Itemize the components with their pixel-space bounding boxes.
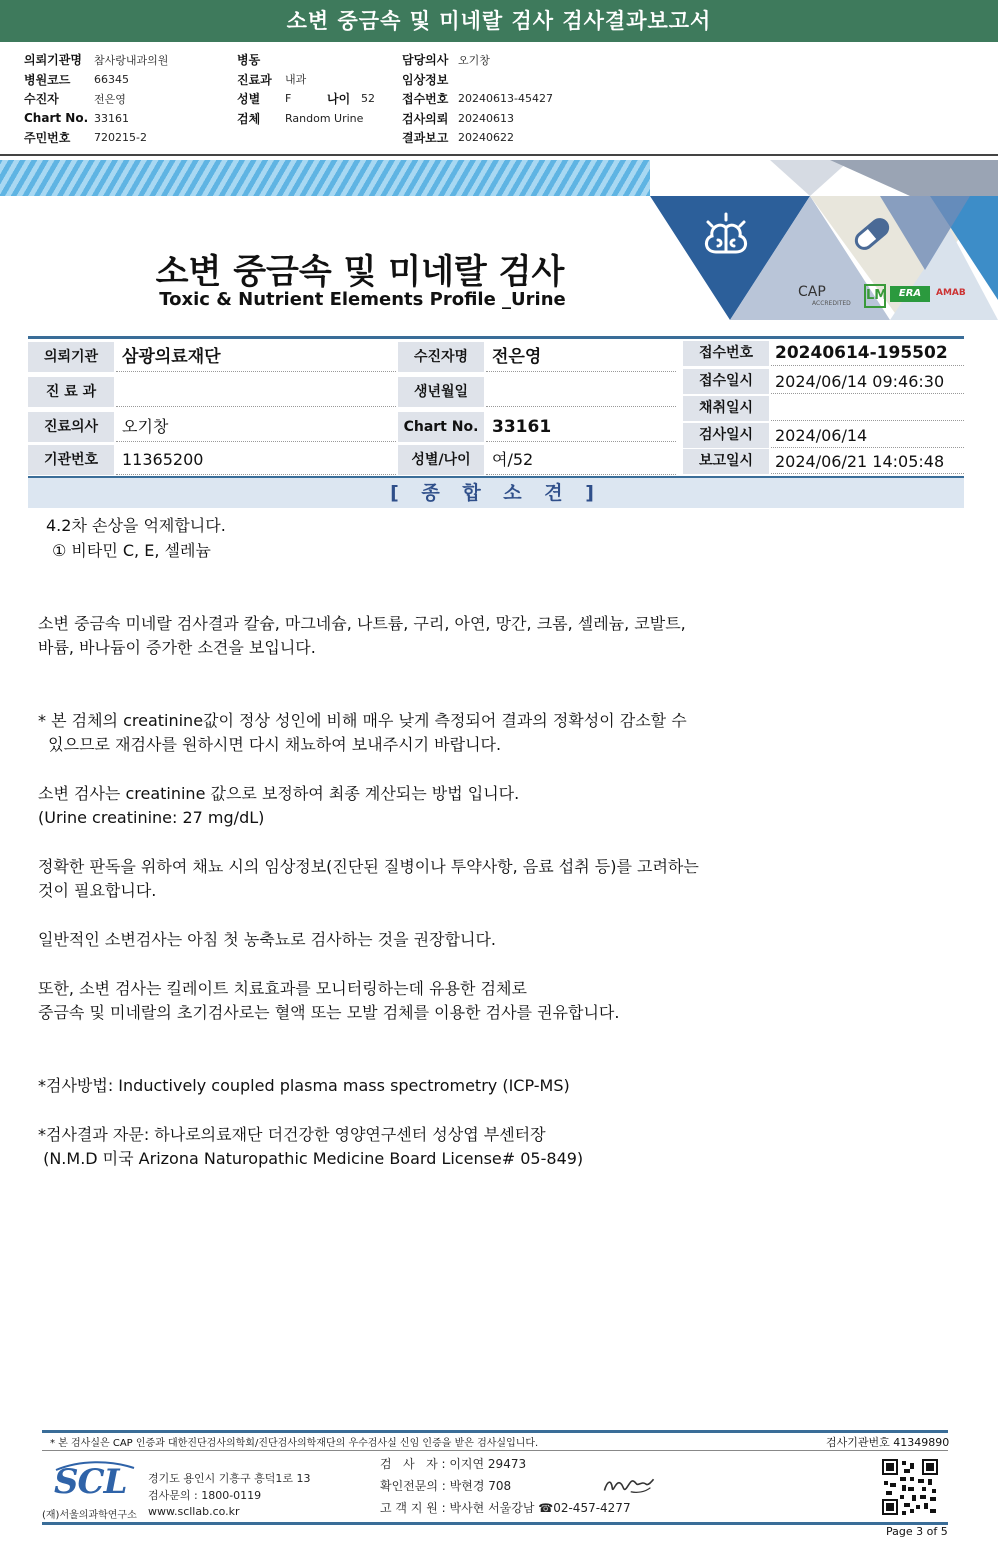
- value-attending-doctor: 오기창: [458, 53, 490, 67]
- label-chart-number: Chart No.: [398, 412, 484, 442]
- value-patient: 전은영: [94, 92, 126, 106]
- footer-separator: [42, 1450, 948, 1451]
- footer-top-rule: [42, 1430, 948, 1433]
- label-patient-name: 수진자명: [398, 342, 484, 372]
- label-department: 진료과: [237, 72, 272, 87]
- value-patient-name: 전은영: [486, 342, 676, 372]
- value-dept: [116, 377, 396, 407]
- label-patient: 수진자: [24, 92, 59, 107]
- summary-para1-line1: 소변 중금속 미네랄 검사결과 칼슘, 마그네슘, 나트륨, 구리, 아연, 망간, 크롬, 셀레늄, 코발트,: [38, 614, 686, 633]
- label-ward: 병동: [237, 53, 261, 68]
- label-age: 나이: [327, 92, 351, 107]
- summary-consultant-line2: (N.M.D 미국 Arizona Naturopathic Medicine Board License# 05-849): [38, 1149, 584, 1168]
- value-hospital-code: 66345: [94, 72, 129, 86]
- summary-para5: 일반적인 소변검사는 아침 첫 농축뇨로 검사하는 것을 권장합니다.: [38, 930, 497, 949]
- label-hospital-code: 병원코드: [24, 72, 71, 87]
- summary-para1-line2: 바륨, 바나듐이 증가한 소견을 보입니다.: [38, 638, 316, 657]
- summary-para2-line2: 있으므로 재검사를 원하시면 다시 채뇨하여 보내주시기 바랍니다.: [38, 735, 502, 754]
- footer-phone: 검사문의 : 1800-0119: [148, 1489, 262, 1502]
- label-specimen: 검체: [237, 111, 261, 126]
- label-birthdate: 생년월일: [398, 377, 484, 407]
- label-received-at: 접수일시: [683, 369, 769, 394]
- value-specimen: Random Urine: [285, 111, 364, 125]
- patient-info-col3: [402, 50, 553, 148]
- value-collected-at: [771, 396, 964, 421]
- scl-org-name: (재)서울의과학연구소: [42, 1510, 137, 1521]
- value-birthdate: [486, 377, 676, 407]
- cap-accredited-text: ACCREDITED: [812, 300, 851, 307]
- value-sex: F: [285, 92, 292, 106]
- label-collected-at: 채취일시: [683, 396, 769, 421]
- test-info-table: [28, 336, 964, 471]
- certification-logos: [798, 282, 973, 312]
- scl-logo-swoosh: [50, 1458, 140, 1506]
- value-institution-no: 11365200: [116, 445, 396, 475]
- summary-para4-line1: 정확한 판독을 위하여 채뇨 시의 임상정보(진단된 질병이나 투약사항, 음료 섭취 등)를 고려하는: [38, 857, 699, 876]
- report-banner-title: 소변 중금속 및 미네랄 검사 검사결과보고서: [0, 0, 998, 42]
- label-clinical-info: 임상정보: [402, 72, 449, 87]
- value-receipt-no: 20240613-45427: [458, 92, 553, 106]
- patient-info-col1: [24, 50, 168, 148]
- footer-address: 경기도 용인시 기흥구 흥덕1로 13: [148, 1472, 311, 1485]
- label-resident-no: 주민번호: [24, 131, 71, 146]
- label-reported-at: 보고일시: [683, 449, 769, 474]
- footer-agency-number: 검사기관번호 41349890: [826, 1436, 950, 1449]
- value-department: 내과: [285, 73, 307, 87]
- report-title: 소변 중금속 및 미네랄 검사: [155, 252, 565, 292]
- lm-logo: LM: [864, 284, 886, 308]
- footer-bottom-rule: [42, 1522, 948, 1525]
- value-doctor: 오기창: [116, 412, 396, 442]
- label-sex-age: 성별/나이: [398, 445, 484, 475]
- label-attending-doctor: 담당의사: [402, 53, 449, 68]
- label-referring-clinic: 의뢰기관명: [24, 53, 82, 68]
- label-test-request: 검사의뢰: [402, 111, 449, 126]
- label-chart-no: Chart No.: [24, 111, 89, 126]
- page-number: Page 3 of 5: [886, 1525, 948, 1538]
- footer-confirmer: 확인전문의 : 박현경 708: [380, 1479, 512, 1493]
- value-chart-number: 33161: [486, 412, 676, 442]
- summary-line-1: 4.2차 손상을 억제합니다.: [46, 516, 226, 535]
- summary-para2-line1: * 본 검체의 creatinine값이 정상 성인에 비해 매우 낮게 측정되어 결과의 정확성이 감소할 수: [38, 711, 687, 730]
- summary-para3-line1: 소변 검사는 creatinine 값으로 보정하여 최종 계산되는 방법 입니다.: [38, 784, 520, 803]
- era-logo: ERA: [890, 286, 930, 302]
- signature-mark: [599, 1469, 657, 1501]
- label-receipt-no: 접수번호: [402, 92, 449, 107]
- value-referring-clinic: 참사랑내과의원: [94, 53, 169, 67]
- scl-logo-text: SCL: [54, 1462, 127, 1502]
- scl-logo: [50, 1458, 140, 1506]
- summary-consultant-line1: *검사결과 자문: 하나로의료재단 더건강한 영양연구센터 성상엽 부센터장: [38, 1125, 546, 1144]
- footer-support: 고 객 지 원 : 박사현 서울강남 ☎02-457-4277: [380, 1501, 631, 1515]
- summary-test-method: *검사방법: Inductively coupled plasma mass spectrometry (ICP-MS): [38, 1076, 570, 1095]
- label-institution-no: 기관번호: [28, 445, 114, 475]
- footer-website: www.scllab.co.kr: [148, 1505, 240, 1518]
- patient-info-col2: [237, 50, 375, 128]
- footer-accreditation-note: * 본 검사실은 CAP 인증과 대한진단검사의학회/진단검사의학재단의 우수검사실 신임 인증을 받은 검사실입니다.: [50, 1438, 539, 1449]
- summary-header: [ 종 합 소 견 ]: [28, 476, 964, 508]
- label-institution: 의뢰기관: [28, 342, 114, 372]
- value-result-report: 20240622: [458, 131, 514, 145]
- label-dept: 진 료 과: [28, 377, 114, 407]
- value-tested-at: 2024/06/14: [771, 423, 964, 448]
- value-received-at: 2024/06/14 09:46:30: [771, 369, 964, 394]
- value-test-request: 20240613: [458, 111, 514, 125]
- qr-code-icon: [882, 1459, 938, 1515]
- summary-para4-line2: 것이 필요합니다.: [38, 881, 157, 900]
- summary-para6-line2: 중금속 및 미네랄의 초기검사로는 혈액 또는 모발 검체를 이용한 검사를 권유합니다.: [38, 1003, 620, 1022]
- footer-examiner: 검 사 자 : 이지연 29473: [380, 1457, 527, 1471]
- label-tested-at: 검사일시: [683, 423, 769, 448]
- amab-logo: AMAB: [936, 288, 966, 298]
- value-accession-no: 20240614-195502: [771, 341, 964, 366]
- pill-capsule-icon: [848, 210, 896, 258]
- value-sex-age: 여/52: [486, 445, 676, 475]
- summary-para3-line2: (Urine creatinine: 27 mg/dL): [38, 808, 265, 827]
- label-sex: 성별: [237, 92, 261, 107]
- label-accession-no: 접수번호: [683, 341, 769, 366]
- patient-info-box: [0, 42, 998, 156]
- value-resident-no: 720215-2: [94, 131, 147, 145]
- label-doctor: 진료의사: [28, 412, 114, 442]
- value-age: 52: [361, 92, 375, 106]
- summary-para6-line1: 또한, 소변 검사는 킬레이트 치료효과를 모니터링하는데 유용한 검체로: [38, 979, 527, 998]
- report-subtitle: Toxic & Nutrient Elements Profile _Urine: [159, 289, 566, 310]
- summary-line-2: ① 비타민 C, E, 셀레늄: [52, 541, 211, 560]
- value-reported-at: 2024/06/21 14:05:48: [771, 449, 964, 474]
- label-result-report: 결과보고: [402, 131, 449, 146]
- value-institution: 삼광의료재단: [116, 342, 396, 372]
- cap-logo: CAP: [798, 284, 826, 300]
- value-chart-no: 33161: [94, 111, 129, 125]
